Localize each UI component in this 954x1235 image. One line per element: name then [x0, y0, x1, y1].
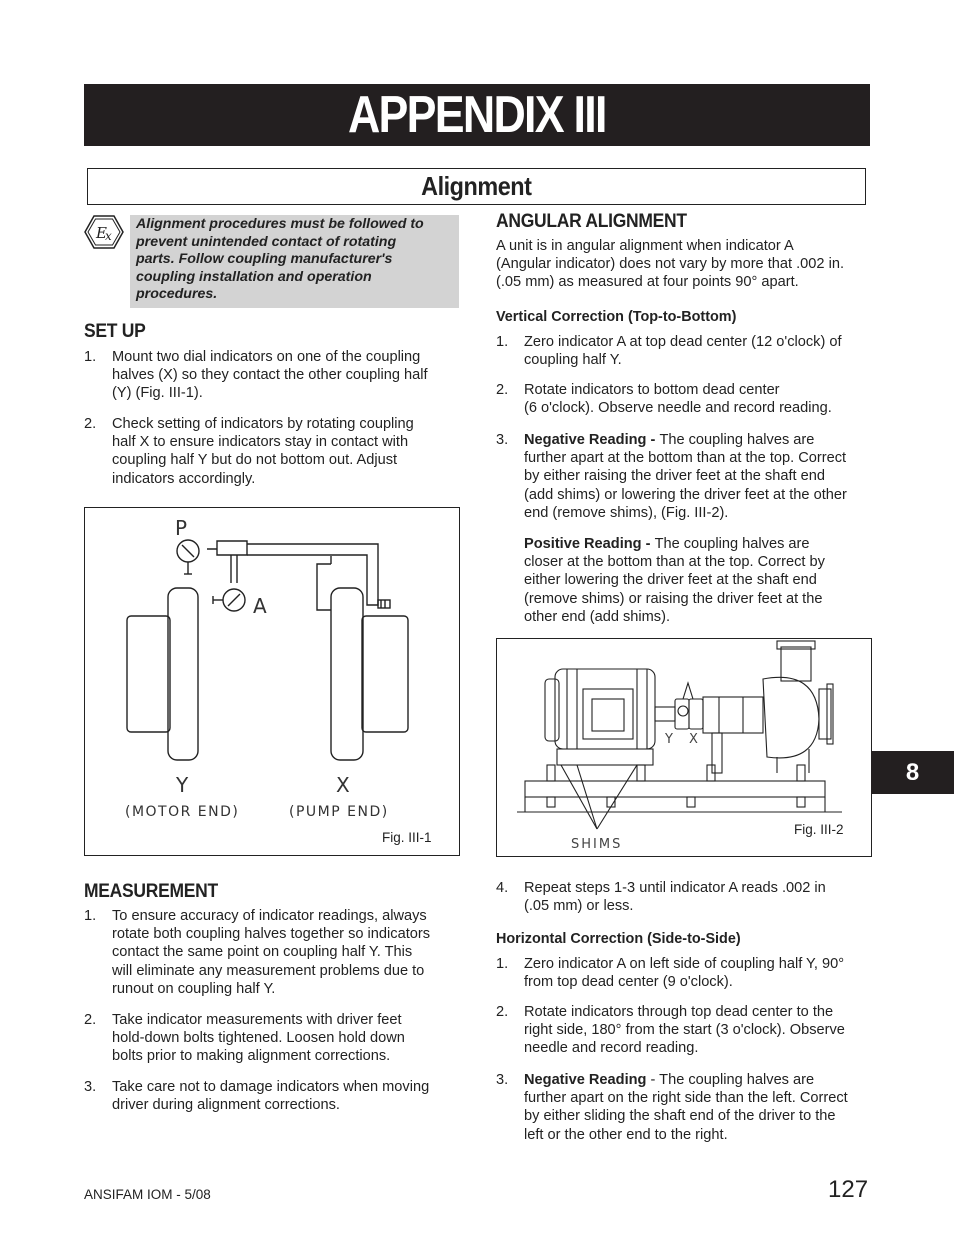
item-number: 4. — [496, 880, 509, 896]
item-number: 3. — [496, 432, 509, 448]
item-line: Rotate indicators through top dead center to the — [524, 1004, 834, 1020]
item-line: end (remove shims), (Fig. III-2). — [524, 504, 729, 521]
item-line: - The coupling halves are — [646, 1072, 815, 1088]
safety-warning-box — [130, 215, 459, 308]
item-line: right side, 180° from the start (3 o'clock). Observe — [524, 1022, 845, 1039]
item-line: closer at the bottom than at the top. Correct by — [524, 554, 825, 571]
bearing-frame — [703, 697, 763, 733]
label-motor-end: (MOTOR END) — [125, 804, 240, 820]
intro-line: A unit is in angular alignment when indicator A — [496, 238, 794, 254]
item-line: Mount two dial indicators on one of the coupling — [112, 349, 421, 365]
item-number: 2. — [84, 1012, 97, 1028]
bracket-clamp — [207, 541, 247, 555]
svg-text:E: E — [96, 224, 107, 242]
measurement-heading: MEASUREMENT — [84, 881, 218, 902]
warning-line: parts. Follow coupling manufacturer's — [136, 251, 393, 267]
item-line: Take indicator measurements with driver feet — [112, 1012, 402, 1028]
motor-body — [555, 669, 655, 749]
item-line: (remove shims) or raising the driver feet at the — [524, 590, 823, 607]
item-line: Repeat steps 1-3 until indicator A reads .002 in — [524, 880, 826, 896]
page-title: APPENDIX III — [348, 86, 606, 144]
section-tab-number: 8 — [905, 758, 920, 786]
item-number: 1. — [496, 334, 509, 350]
item-line: To ensure accuracy of indicator readings, always — [112, 908, 427, 924]
item-line: further apart on the right side than the left. Correct — [524, 1090, 848, 1107]
item-line: Zero indicator A at top dead center (12 o'clock) of — [524, 334, 842, 350]
baseplate — [525, 781, 825, 797]
intro-line: (.05 mm) as measured at four points 90° apart. — [496, 274, 799, 291]
item-line: (Y) (Fig. III-1). — [112, 385, 203, 402]
item-line: will eliminate any measurement problems due to — [112, 962, 425, 979]
setup-heading: SET UP — [84, 321, 146, 342]
label-a: A — [253, 594, 267, 618]
item-line: Zero indicator A on left side of coupling half Y, 90° — [524, 956, 845, 972]
item-number: 3. — [496, 1072, 509, 1088]
warning-line: prevent unintended contact of rotating — [136, 233, 397, 250]
item-line: by either sliding the shaft end of the driver to the — [524, 1108, 836, 1125]
figure-caption: Fig. III-2 — [794, 822, 844, 837]
item-line: further apart at the bottom than at the top. Correct — [524, 450, 847, 467]
positive-reading-label: Positive Reading - — [524, 536, 655, 552]
positive-reading-paragraph — [524, 535, 825, 626]
coupling-x-hub — [362, 616, 408, 732]
item-line: either lowering the driver feet at the shaft end — [524, 572, 817, 589]
coupling-y-hub — [127, 616, 170, 732]
item-line: coupling half Y. — [524, 352, 622, 369]
label-y: Y — [176, 773, 189, 797]
item-line: hold-down bolts tightened. Loosen hold down — [112, 1030, 405, 1047]
section-title-box — [87, 168, 866, 205]
item-line: indicators accordingly. — [112, 470, 256, 487]
figure-caption: Fig. III-1 — [382, 830, 432, 845]
item-line: left or the other end to the right. — [524, 1126, 728, 1143]
label-x: X — [336, 773, 350, 797]
section-tab — [871, 751, 954, 794]
explosion-proof-ex-icon — [84, 215, 124, 249]
item-line: contact the same point on coupling half Y. This — [112, 944, 413, 961]
negative-reading-label: Negative Reading - — [524, 432, 660, 448]
item-number: 2. — [496, 1004, 509, 1020]
svg-text:x: x — [105, 229, 112, 243]
item-line: half X to ensure indicators stay in contact with — [112, 434, 409, 451]
pump-casing — [763, 677, 819, 758]
coupling-x-flange — [331, 588, 363, 760]
appendix-banner — [84, 84, 870, 146]
fig2-label-y: Y — [665, 732, 673, 747]
item-number: 2. — [496, 382, 509, 398]
item-number: 3. — [84, 1079, 97, 1095]
warning-line: procedures. — [136, 286, 218, 302]
item-line: needle and record reading. — [524, 1040, 699, 1057]
item-line: coupling half Y but do not bottom out. Adjust — [112, 452, 398, 469]
item-line: (.05 mm) or less. — [524, 898, 634, 915]
item-line: (add shims) or lowering the driver feet at the other — [524, 486, 847, 503]
angular-alignment-heading: ANGULAR ALIGNMENT — [496, 211, 687, 232]
section-title: Alignment — [421, 171, 532, 201]
item-line: by either raising the driver feet at the shaft end — [524, 468, 825, 485]
motor-shaft — [655, 707, 675, 721]
page-number: 127 — [828, 1176, 869, 1203]
negative-reading-label: Negative Reading — [524, 1072, 647, 1088]
coupling-half-x — [689, 699, 703, 729]
item-number: 1. — [84, 349, 97, 365]
item-line: Check setting of indicators by rotating coupling — [112, 416, 414, 432]
vertical-correction-heading: Vertical Correction (Top-to-Bottom) — [496, 309, 737, 325]
item-line: Take care not to damage indicators when moving — [112, 1079, 430, 1095]
item-line: runout on coupling half Y. — [112, 980, 276, 997]
item-number: 1. — [84, 908, 97, 924]
item-number: 2. — [84, 416, 97, 432]
item-line: Rotate indicators to bottom dead center — [524, 382, 780, 398]
fig2-label-x: X — [689, 732, 698, 747]
item-line: The coupling halves are — [654, 536, 810, 552]
item-line: other end (add shims). — [524, 608, 671, 625]
item-line: driver during alignment corrections. — [112, 1097, 340, 1114]
angular-intro — [496, 237, 844, 292]
horizontal-correction-heading: Horizontal Correction (Side-to-Side) — [496, 931, 741, 947]
item-line: halves (X) so they contact the other coupling half — [112, 367, 428, 384]
item-line: The coupling halves are — [659, 432, 815, 448]
shims-label: SHIMS — [571, 837, 623, 852]
item-line: from top dead center (9 o'clock). — [524, 974, 733, 991]
item-line: rotate both coupling halves together so indicators — [112, 926, 431, 943]
label-pump-end: (PUMP END) — [289, 804, 389, 820]
figure-iii-1 — [84, 507, 460, 856]
intro-line: (Angular indicator) does not vary by more that .002 in. — [496, 256, 844, 273]
warning-line: Alignment procedures must be followed to — [136, 216, 424, 232]
item-number: 1. — [496, 956, 509, 972]
bracket-lower — [317, 564, 331, 610]
item-line: (6 o'clock). Observe needle and record reading. — [524, 400, 832, 417]
coupling-y-flange — [168, 588, 198, 760]
dial-indicator-diagram — [85, 508, 459, 855]
warning-line: coupling installation and operation — [136, 268, 372, 285]
label-p: P — [175, 516, 188, 540]
footer-document-id: ANSIFAM IOM - 5/08 — [84, 1187, 211, 1202]
item-line: bolts prior to making alignment corrections. — [112, 1048, 391, 1065]
